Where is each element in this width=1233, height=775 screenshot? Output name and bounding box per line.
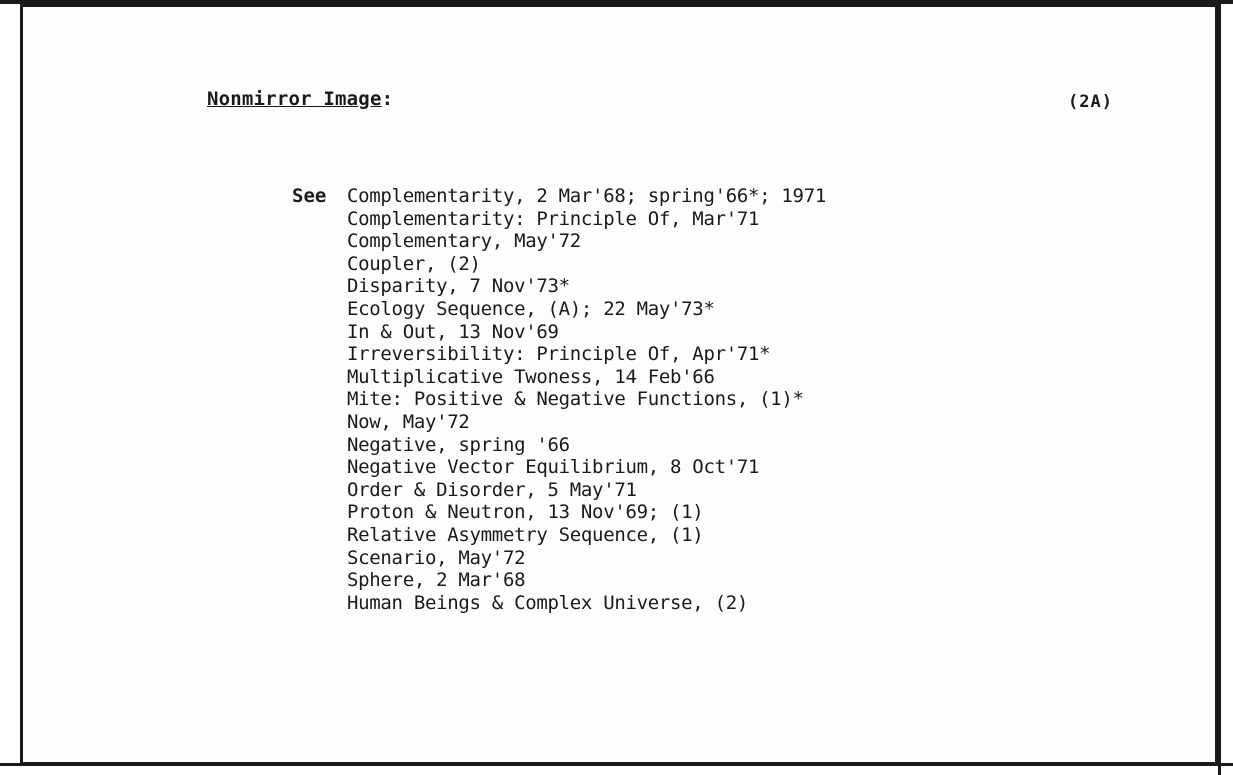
entry-title-colon: : [381,88,394,110]
cross-reference-item: Relative Asymmetry Sequence, (1) [347,523,704,546]
cross-reference-item: Coupler, (2) [347,252,481,275]
cross-reference-item: Scenario, May'72 [347,546,526,569]
cross-reference-item: In & Out, 13 Nov'69 [347,320,559,343]
cross-reference-item: Complementarity, 2 Mar'68; spring'66*; 1971 [347,185,826,207]
cross-reference-item: Disparity, 7 Nov'73* [347,275,570,298]
cross-reference-item: Human Beings & Complex Universe, (2) [347,591,749,614]
bottom-border [0,763,1233,766]
cross-reference-item: Proton & Neutron, 13 Nov'69; (1) [347,501,704,524]
entry-heading [207,88,393,110]
right-border [1218,0,1221,775]
entry-title: Nonmirror Image [207,88,382,110]
cross-reference-item: Irreversibility: Principle Of, Apr'71* [347,343,771,366]
cross-reference-item: Multiplicative Twoness, 14 Feb'66 [347,365,715,388]
cross-reference-item: Complementarity: Principle Of, Mar'71 [347,207,760,230]
card-number: (2A) [1068,92,1113,112]
cross-reference-item: Now, May'72 [347,410,470,433]
cross-reference-item: Order & Disorder, 5 May'71 [347,478,637,501]
cross-reference-item: Ecology Sequence, (A); 22 May'73* [347,297,715,320]
cross-reference-item: Mite: Positive & Negative Functions, (1)* [347,388,804,411]
cross-reference-list [347,185,826,614]
see-label: See [292,185,327,207]
cross-reference-item: Negative, spring '66 [347,433,570,456]
cross-reference-item: Complementary, May'72 [347,230,581,253]
cross-reference-item: Negative Vector Equilibrium, 8 Oct'71 [347,456,760,479]
cross-reference-item: Sphere, 2 Mar'68 [347,569,526,592]
